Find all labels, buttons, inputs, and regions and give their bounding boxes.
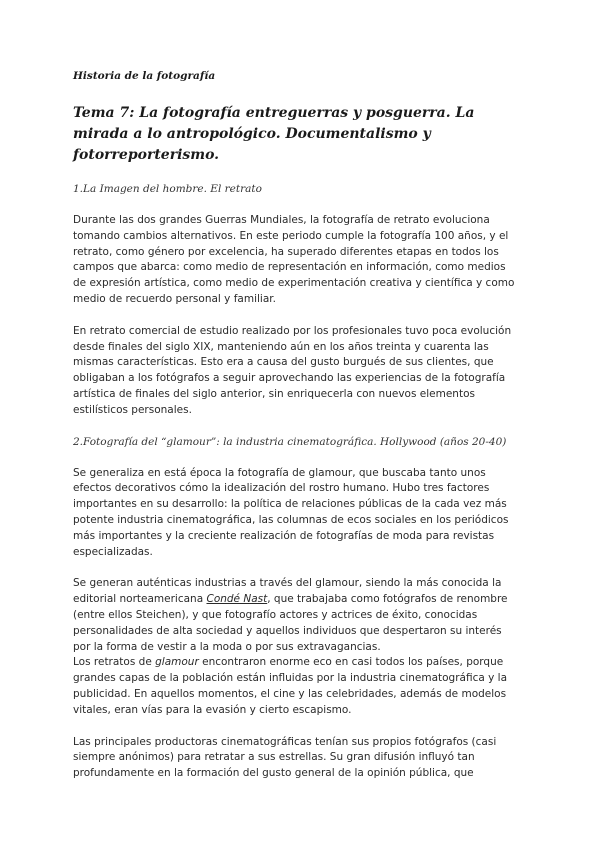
paragraph-glamour-4: Las principales productoras cinematográficas tenían sus propios fotógrafos (casi siempre anónimos) para retratar a sus estrellas. Su gran difusión influyó tan profundamente en la formación del gusto general de la opinión pública, que: [73, 735, 497, 780]
paragraph-glamour-1: Se generaliza en está época la fotografía de glamour, que buscaba tanto unos efectos decorativos cómo la idealización del rostro humano. Hubo tres factores importantes en su desarrollo: la política de relaciones públicas de la cada vez más potente industria cinematográfica, las columnas de ecos sociales en los periódicos más importantes y la creciente realización de fotografías de moda para revistas especializadas.: [73, 466, 509, 558]
paragraph-glamour-3-text-a: Los retratos de: [73, 656, 156, 669]
paragraph-glamour-2-text-a: Se generan auténticas industrias a través del glamour, siendo la más conocida la editorial norteamericana: [73, 577, 502, 606]
document-page: [73, 70, 521, 798]
paragraph-glamour-2: [73, 576, 521, 655]
conde-nast-link[interactable]: Condé Nast: [206, 593, 268, 606]
document-title: Tema 7: La fotografía entreguerras y posguerra. La mirada a lo antropológico. Documentalismo y fotorreporterismo.: [73, 105, 475, 163]
paragraph-retrato-1: Durante las dos grandes Guerras Mundiales, la fotografía de retrato evoluciona tomando cambios alternativos. En este periodo cumple la fotografía 100 años, y el retrato, como género por excelencia, ha superado diferentes etapas en todos los campos que abarca: como medio de representación en información, como medios de expresión artística, como medio de experimentación creativa y científica y como medio de recuerdo personal y familiar.: [73, 214, 515, 305]
glamour-emphasis: glamour: [155, 656, 199, 669]
paragraph-glamour-3: [73, 655, 521, 718]
section-heading-retrato: 1.La Imagen del hombre. El retrato: [73, 183, 262, 195]
paragraph-glamour-2-text-b: , que trabajaba como fotógrafos de renombre (entre ellos Steichen), y que fotografío actores y actrices de éxito, conocidas personalidades de alta sociedad y aquellos individuos que despertaron su interés por la forma de vestir a la moda o por sus extravagancias.: [73, 593, 508, 653]
document-header: Historia de la fotografía: [73, 70, 216, 82]
section-heading-glamour: 2.Fotografía del “glamour”: la industria cinematográfica. Hollywood (años 20-40): [73, 435, 507, 448]
paragraph-glamour-3-text-b: encontraron enorme eco en casi todos los países, porque grandes capas de la población están influidas por la industria cinematográfica y la publicidad. En aquellos momentos, el cine y las celebridades, además de modelos vitales, eran vías para la evasión y cierto escapismo.: [73, 656, 508, 716]
paragraph-retrato-2: En retrato comercial de estudio realizado por los profesionales tuvo poca evolución desde finales del siglo XIX, manteniendo aún en los años treinta y cuarenta las mismas características. Esto era a causa del gusto burgués de sus clientes, que obligaban a los fotógrafos a seguir aprovechando las experiencias de la fotografía artística de finales del siglo anterior, sin enriquecerla con nuevos elementos estilísticos personales.: [73, 324, 512, 416]
